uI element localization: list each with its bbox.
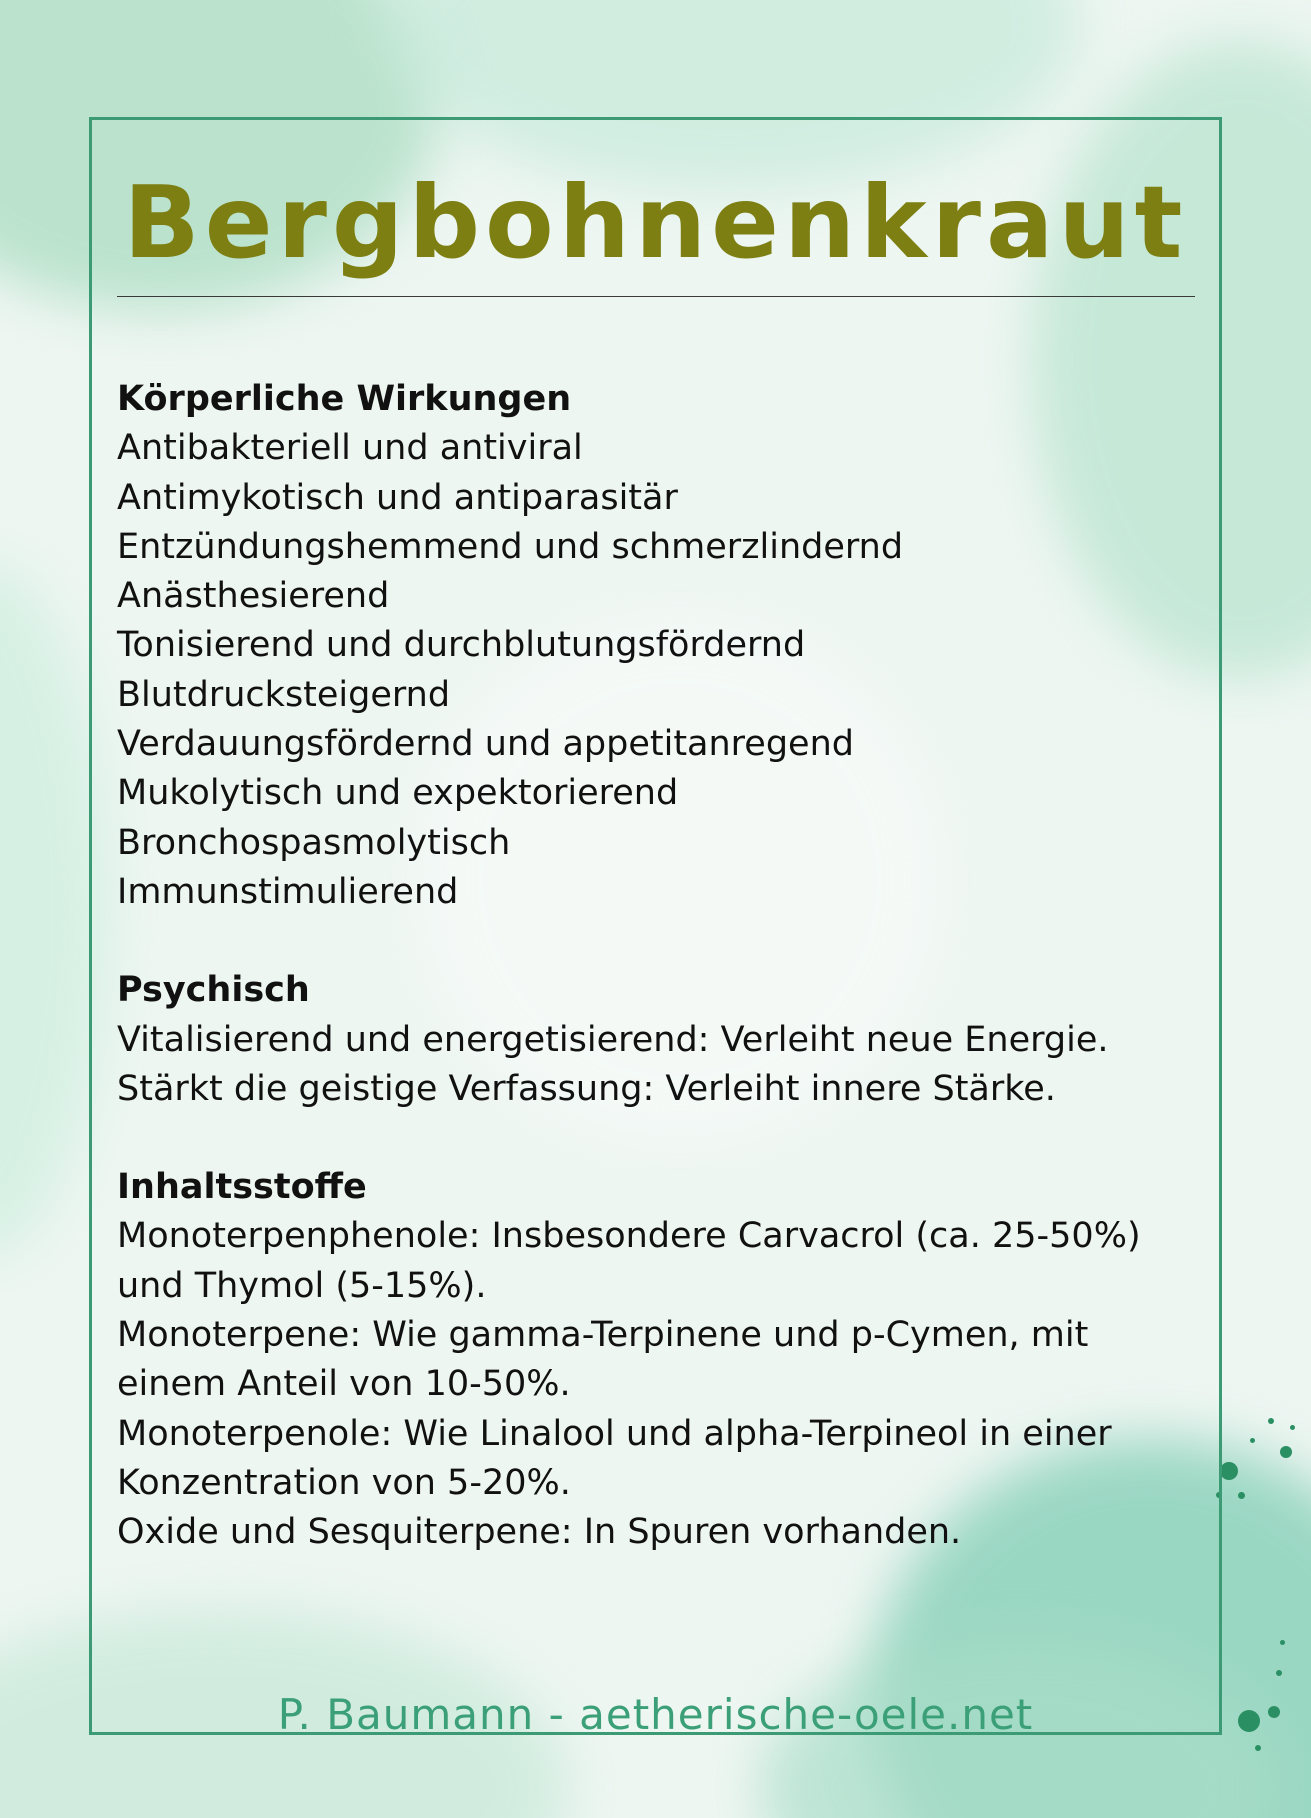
title-divider — [117, 296, 1195, 297]
list-item: und Thymol (5-15%). — [117, 1265, 487, 1306]
paint-splatter — [1268, 1418, 1274, 1424]
paint-splatter — [1250, 1438, 1255, 1443]
paint-splatter — [1276, 1670, 1282, 1676]
list-item: Vitalisierend und energetisierend: Verleiht neue Energie. — [117, 1019, 1109, 1060]
list-item: Bronchospasmolytisch — [117, 822, 511, 863]
list-item: Konzentration von 5-20%. — [117, 1462, 571, 1503]
section-koerperliche-wirkungen — [117, 375, 1207, 917]
paint-splatter — [1255, 1745, 1261, 1751]
paint-splatter — [1290, 1425, 1295, 1430]
section-heading: Inhaltsstoffe — [117, 1167, 367, 1208]
section-heading: Körperliche Wirkungen — [117, 379, 572, 419]
list-item: Antimykotisch und antiparasitär — [117, 477, 678, 518]
list-item: Stärkt die geistige Verfassung: Verleiht innere Stärke. — [117, 1068, 1056, 1109]
list-item: Oxide und Sesquiterpene: In Spuren vorhanden. — [117, 1512, 962, 1553]
paint-splatter — [1280, 1446, 1292, 1458]
list-item: Antibakteriell und antiviral — [117, 428, 583, 469]
paint-splatter — [1280, 1640, 1285, 1645]
list-item: Verdauungsfördernd und appetitanregend — [117, 724, 854, 765]
page-title: Bergbohnenkraut — [123, 164, 1188, 281]
paint-splatter — [1220, 1462, 1238, 1480]
content-body — [117, 375, 1207, 1558]
footer-credit: P. Baumann - aetherische-oele.net — [277, 1690, 1034, 1739]
list-item: Monoterpenphenole: Insbesondere Carvacrol (ca. 25-50%) — [117, 1216, 1141, 1257]
section-inhaltsstoffe — [117, 1163, 1207, 1557]
list-item: Immunstimulierend — [117, 871, 459, 912]
section-heading: Psychisch — [117, 970, 310, 1011]
list-item: Entzündungshemmend und schmerzlindernd — [117, 526, 904, 567]
section-spacer — [117, 1114, 1207, 1163]
list-item: Mukolytisch und expektorierend — [117, 773, 679, 814]
section-psychisch — [117, 966, 1207, 1114]
list-item: einem Anteil von 10-50%. — [117, 1364, 571, 1405]
section-spacer — [117, 917, 1207, 966]
list-item: Monoterpenole: Wie Linalool und alpha-Terpineol in einer — [117, 1413, 1112, 1454]
paint-splatter — [1238, 1492, 1245, 1499]
list-item: Tonisierend und durchblutungsfördernd — [117, 625, 806, 666]
list-item: Anästhesierend — [117, 576, 390, 617]
list-item: Blutdrucksteigernd — [117, 674, 451, 715]
list-item: Monoterpene: Wie gamma-Terpinene und p-Cymen, mit — [117, 1315, 1089, 1356]
